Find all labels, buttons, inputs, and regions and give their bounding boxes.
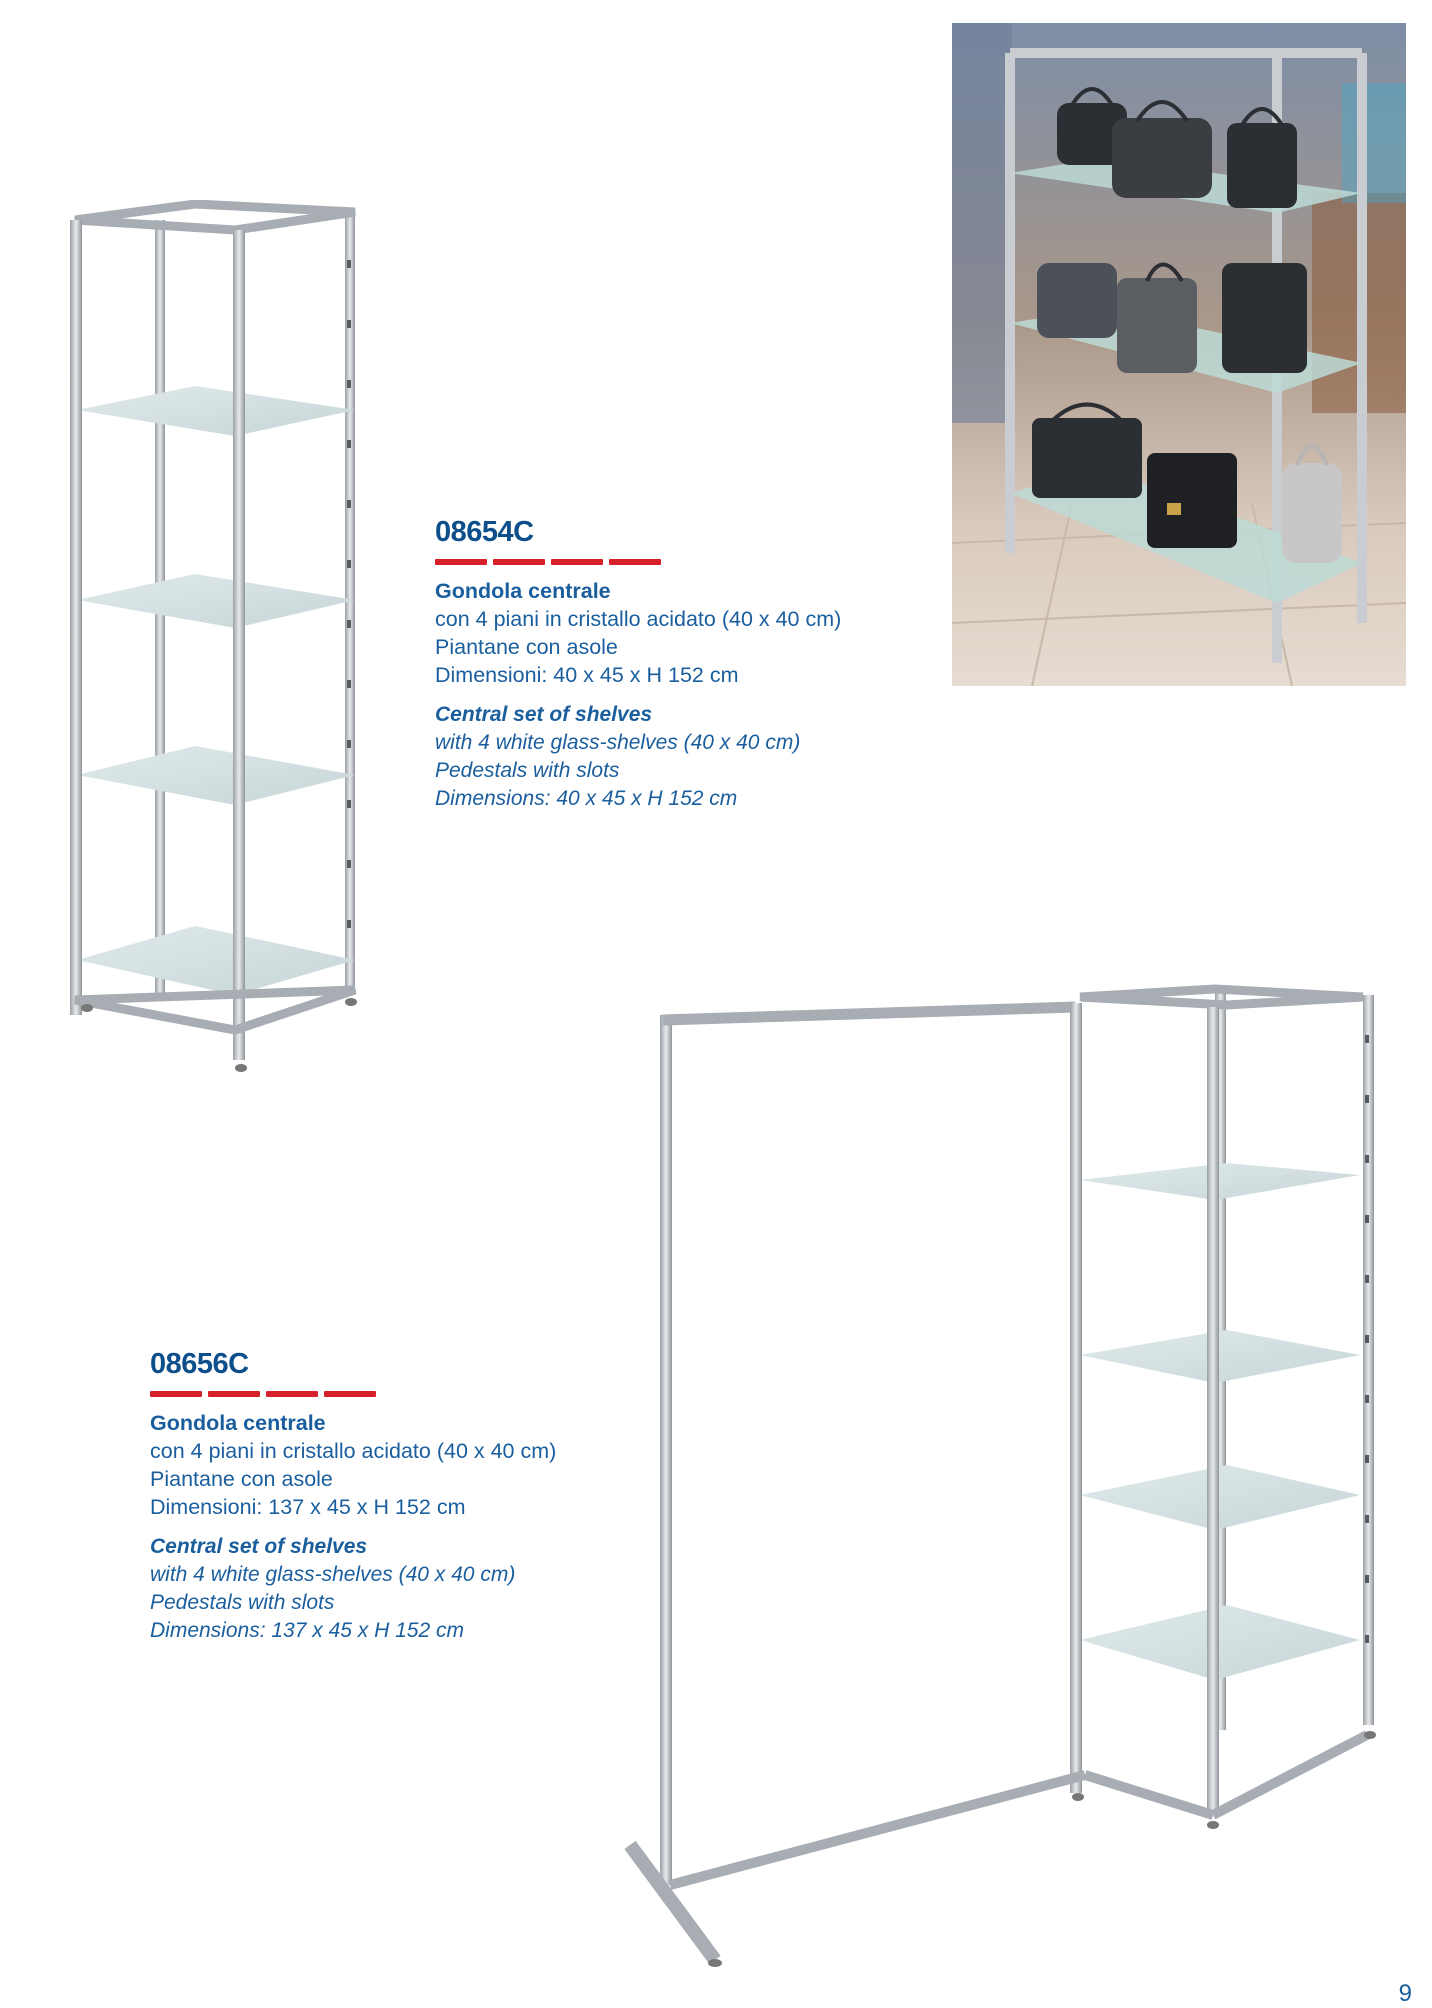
italian-title: Gondola centrale: [435, 579, 611, 603]
italian-line: Dimensioni: 40 x 45 x H 152 cm: [435, 663, 739, 687]
italian-title: Gondola centrale: [150, 1411, 326, 1435]
product-code: 08654C: [435, 516, 534, 548]
product-code: 08656C: [150, 1348, 249, 1380]
product-block-08654c: [435, 516, 935, 813]
english-description: [435, 701, 935, 813]
italian-line: con 4 piani in cristallo acidato (40 x 40 cm): [150, 1439, 557, 1463]
english-title: Central set of shelves: [150, 1535, 368, 1558]
english-title: Central set of shelves: [435, 703, 653, 726]
page-number: 9: [1398, 1980, 1412, 2007]
italian-line: Piantane con asole: [435, 635, 618, 659]
english-line: with 4 white glass-shelves (40 x 40 cm): [435, 731, 801, 754]
english-line: Pedestals with slots: [150, 1591, 335, 1614]
product-block-08656c: [150, 1348, 650, 1645]
english-description: [150, 1533, 650, 1645]
italian-description: [150, 1409, 650, 1521]
store-photo: [952, 23, 1406, 686]
product-image-rack-with-shelves: [615, 975, 1385, 1975]
italian-line: Dimensioni: 137 x 45 x H 152 cm: [150, 1495, 466, 1519]
red-dash-divider: [150, 1391, 650, 1397]
italian-description: [435, 577, 935, 689]
english-line: with 4 white glass-shelves (40 x 40 cm): [150, 1563, 516, 1586]
product-image-shelf-tower: [55, 200, 375, 1090]
italian-line: Piantane con asole: [150, 1467, 333, 1491]
italian-line: con 4 piani in cristallo acidato (40 x 40 cm): [435, 607, 842, 631]
english-line: Dimensions: 137 x 45 x H 152 cm: [150, 1619, 464, 1642]
english-line: Dimensions: 40 x 45 x H 152 cm: [435, 787, 738, 810]
red-dash-divider: [435, 559, 935, 565]
english-line: Pedestals with slots: [435, 759, 620, 782]
